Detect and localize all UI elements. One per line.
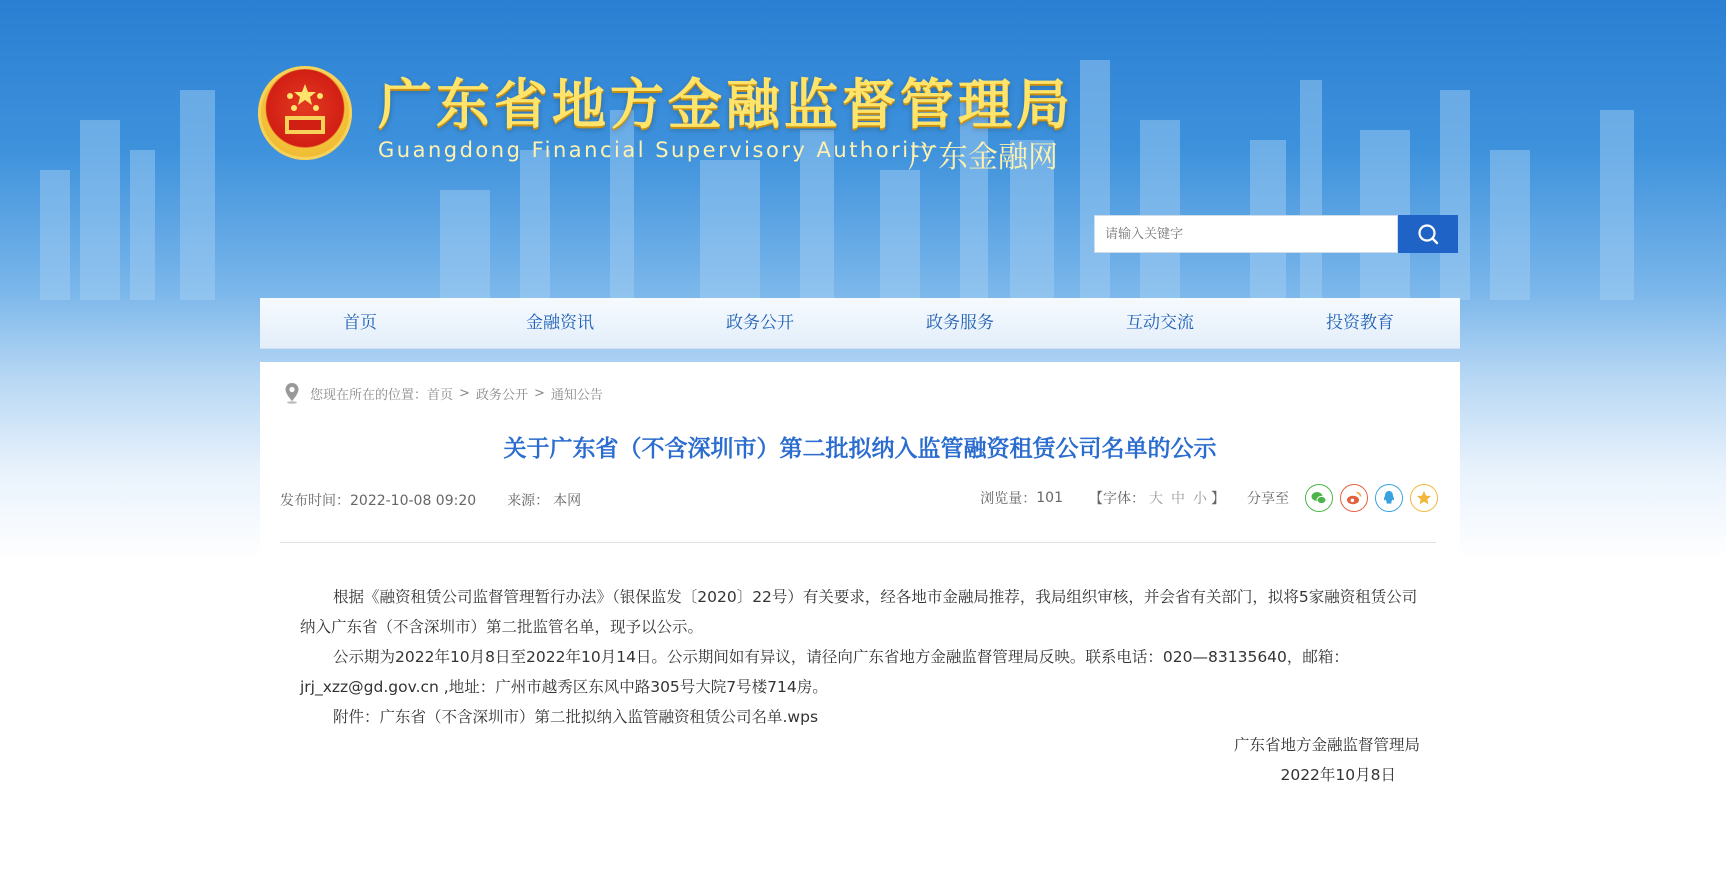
publish-time: 2022-10-08 09:20 [350, 493, 477, 509]
site-title: 广东省地方金融监督管理局 [378, 72, 1074, 136]
share-favorite-button[interactable] [1410, 484, 1438, 512]
article-meta [280, 490, 581, 510]
article-paragraph: 公示期为2022年10月8日至2022年10月14日。公示期间如有异议，请径向广东省地方金融监督管理局反映。联系电话：020—83135640，邮箱：jrj_xzz@gd.gov.cn ,地址：广州市越秀区东风中路305号大院7号楼714房。 [300, 648, 1349, 696]
signature-date: 2022年10月8日 [1280, 766, 1396, 784]
share-wechat-button[interactable] [1305, 484, 1333, 512]
wechat-icon [1310, 489, 1328, 507]
share-label: 分享至 [1247, 491, 1289, 507]
font-size-label: 【字体： [1089, 491, 1145, 507]
nav-item-interaction[interactable]: 互动交流 [1126, 313, 1194, 333]
main-nav [260, 298, 1460, 349]
weibo-icon [1345, 489, 1363, 507]
nav-item-government-affairs[interactable]: 政务公开 [726, 313, 794, 333]
font-size-switcher [1089, 488, 1225, 508]
qq-icon [1380, 489, 1398, 507]
font-size-medium[interactable]: 中 [1171, 491, 1185, 507]
breadcrumb-link-government-affairs[interactable]: 政务公开 [475, 387, 528, 403]
search-input[interactable] [1094, 215, 1398, 253]
share-weibo-button[interactable] [1340, 484, 1368, 512]
nav-item-home[interactable]: 首页 [343, 313, 377, 333]
article-body [300, 582, 1425, 732]
breadcrumb-separator: > [533, 385, 545, 401]
source-label: 来源： [507, 493, 550, 509]
views-label: 浏览量： [980, 491, 1037, 507]
search-button[interactable] [1398, 215, 1458, 253]
source: 本网 [553, 493, 582, 509]
font-size-large[interactable]: 大 [1149, 491, 1163, 507]
breadcrumb-link-home[interactable]: 首页 [427, 387, 454, 403]
article-tools [980, 484, 1438, 512]
nav-item-investor-education[interactable]: 投资教育 [1326, 313, 1394, 333]
views-count: 101 [1036, 490, 1063, 506]
favorite-star-icon [1415, 489, 1433, 507]
breadcrumb-prefix: 您现在所在的位置： [310, 387, 428, 403]
article-signature [1234, 730, 1420, 790]
location-pin-icon [284, 382, 300, 404]
search-icon [1416, 222, 1440, 246]
article-panel [260, 362, 1460, 874]
article-paragraph: 根据《融资租赁公司监督管理暂行办法》（银保监发〔2020〕22号）有关要求，经各地市金融局推荐，我局组织审核，并会省有关部门，拟将5家融资租赁公司纳入广东省（不含深圳市）第二批监管名单，现予以公示。 [300, 588, 1418, 636]
national-emblem-icon [258, 66, 352, 160]
breadcrumb-separator: > [459, 385, 470, 401]
attachment-link[interactable]: 附件：广东省（不含深圳市）第二批拟纳入监管融资租赁公司名单.wps [333, 708, 819, 726]
nav-item-government-services[interactable]: 政务服务 [926, 313, 994, 333]
breadcrumb-link-notices[interactable]: 通知公告 [550, 387, 603, 403]
breadcrumb [284, 382, 603, 404]
publish-time-label: 发布时间： [280, 493, 350, 509]
font-size-close: 】 [1211, 491, 1225, 507]
share-qq-button[interactable] [1375, 484, 1403, 512]
site-title-english: Guangdong Financial Supervisory Authority [378, 138, 937, 162]
meta-divider [280, 542, 1436, 543]
signature-org: 广东省地方金融监督管理局 [1233, 736, 1420, 754]
article-title: 关于广东省（不含深圳市）第二批拟纳入监管融资租赁公司名单的公示 [503, 436, 1217, 462]
nav-item-finance-news[interactable]: 金融资讯 [526, 313, 594, 333]
font-size-small[interactable]: 小 [1193, 491, 1207, 507]
site-subtitle: 广东金融网 [908, 140, 1058, 175]
